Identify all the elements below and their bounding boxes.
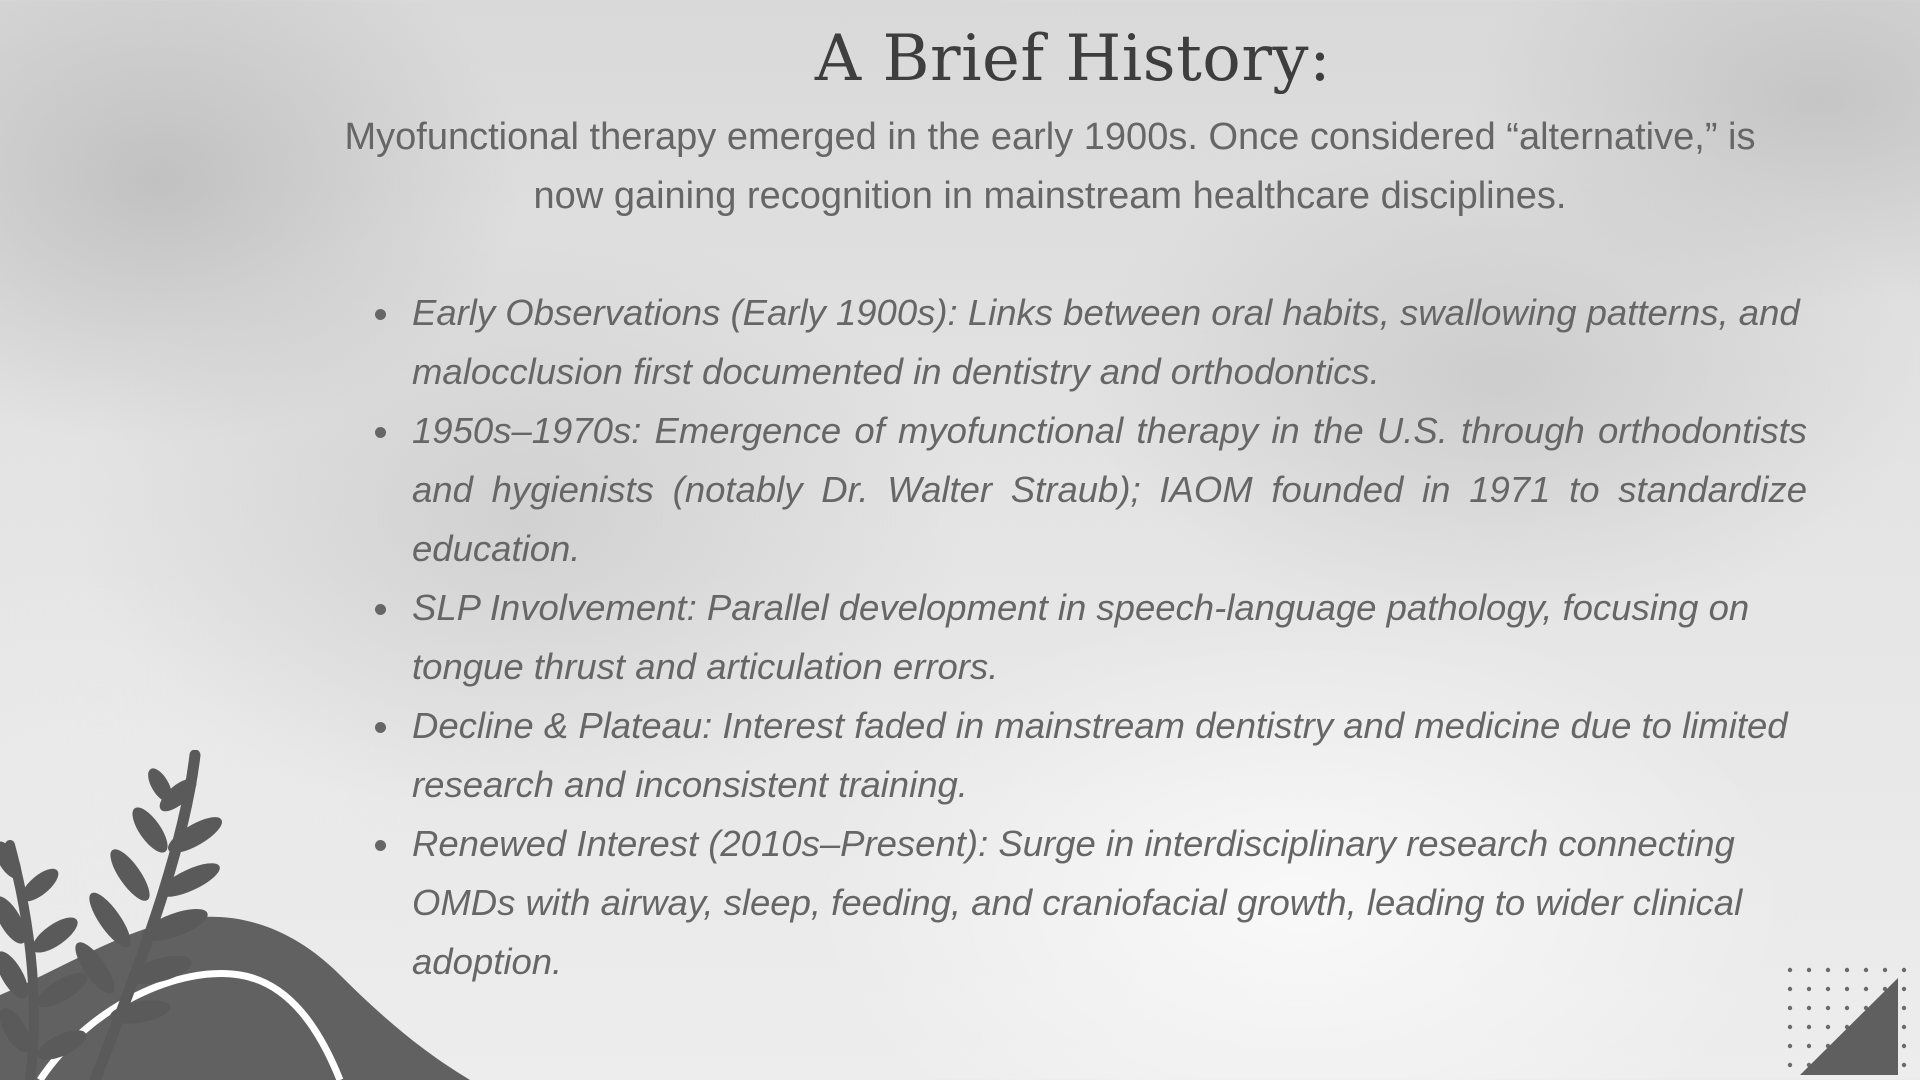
decor-dot bbox=[1864, 968, 1868, 972]
history-item-early-observations: Early Observations (Early 1900s): Links between oral habits, swallowing patterns, and malocclusion first documented in dentistry and orthodontics. bbox=[412, 283, 1807, 401]
decor-dot bbox=[1902, 968, 1906, 972]
decor-dot bbox=[1845, 968, 1849, 972]
decor-dot bbox=[1788, 987, 1792, 991]
decor-dot bbox=[1807, 987, 1811, 991]
decor-dot bbox=[1788, 1063, 1792, 1067]
history-item-slp-involvement: SLP Involvement: Parallel development in speech-language pathology, focusing on tongue thrust and articulation errors. bbox=[412, 578, 1807, 696]
decor-dot bbox=[1826, 987, 1830, 991]
decor-dot bbox=[1788, 1044, 1792, 1048]
decor-dot bbox=[1845, 1006, 1849, 1010]
decor-dot bbox=[1902, 1025, 1906, 1029]
decor-dot bbox=[1807, 968, 1811, 972]
intro-paragraph: Myofunctional therapy emerged in the early 1900s. Once considered “alternative,” is now gaining recognition in mainstream healthcare disciplines. bbox=[344, 116, 1756, 217]
decor-dot bbox=[1826, 1025, 1830, 1029]
decor-dot bbox=[1883, 968, 1887, 972]
decor-dot bbox=[1826, 1006, 1830, 1010]
decor-dot bbox=[1807, 1044, 1811, 1048]
decor-dot bbox=[1788, 1006, 1792, 1010]
decor-dot bbox=[1826, 968, 1830, 972]
history-list bbox=[372, 283, 1807, 991]
decor-dot bbox=[1902, 987, 1906, 991]
history-item-renewed-interest: Renewed Interest (2010s–Present): Surge in interdisciplinary research connecting OMDs with airway, sleep, feeding, and craniofacial growth, leading to wider clinical adoption. bbox=[412, 814, 1807, 991]
history-item-1950s-1970s: 1950s–1970s: Emergence of myofunctional therapy in the U.S. through orthodontists and hygienists (notably Dr. Walter Straub); IAOM founded in 1971 to standardize education. bbox=[412, 401, 1807, 578]
decor-dot bbox=[1807, 1025, 1811, 1029]
decor-dot bbox=[1902, 1044, 1906, 1048]
decor-dot bbox=[1807, 1006, 1811, 1010]
history-item-decline-plateau: Decline & Plateau: Interest faded in mainstream dentistry and medicine due to limited research and inconsistent training. bbox=[412, 696, 1807, 814]
decor-dot bbox=[1902, 1063, 1906, 1067]
decor-dot bbox=[1788, 968, 1792, 972]
decor-dot bbox=[1788, 1025, 1792, 1029]
triangle-dots-decoration-icon bbox=[1780, 940, 1920, 1080]
decor-dot bbox=[1845, 987, 1849, 991]
decor-dot bbox=[1864, 987, 1868, 991]
slide-title: A Brief History: bbox=[814, 22, 1332, 96]
fern-decoration-icon bbox=[0, 750, 480, 1080]
decor-dot bbox=[1902, 1006, 1906, 1010]
